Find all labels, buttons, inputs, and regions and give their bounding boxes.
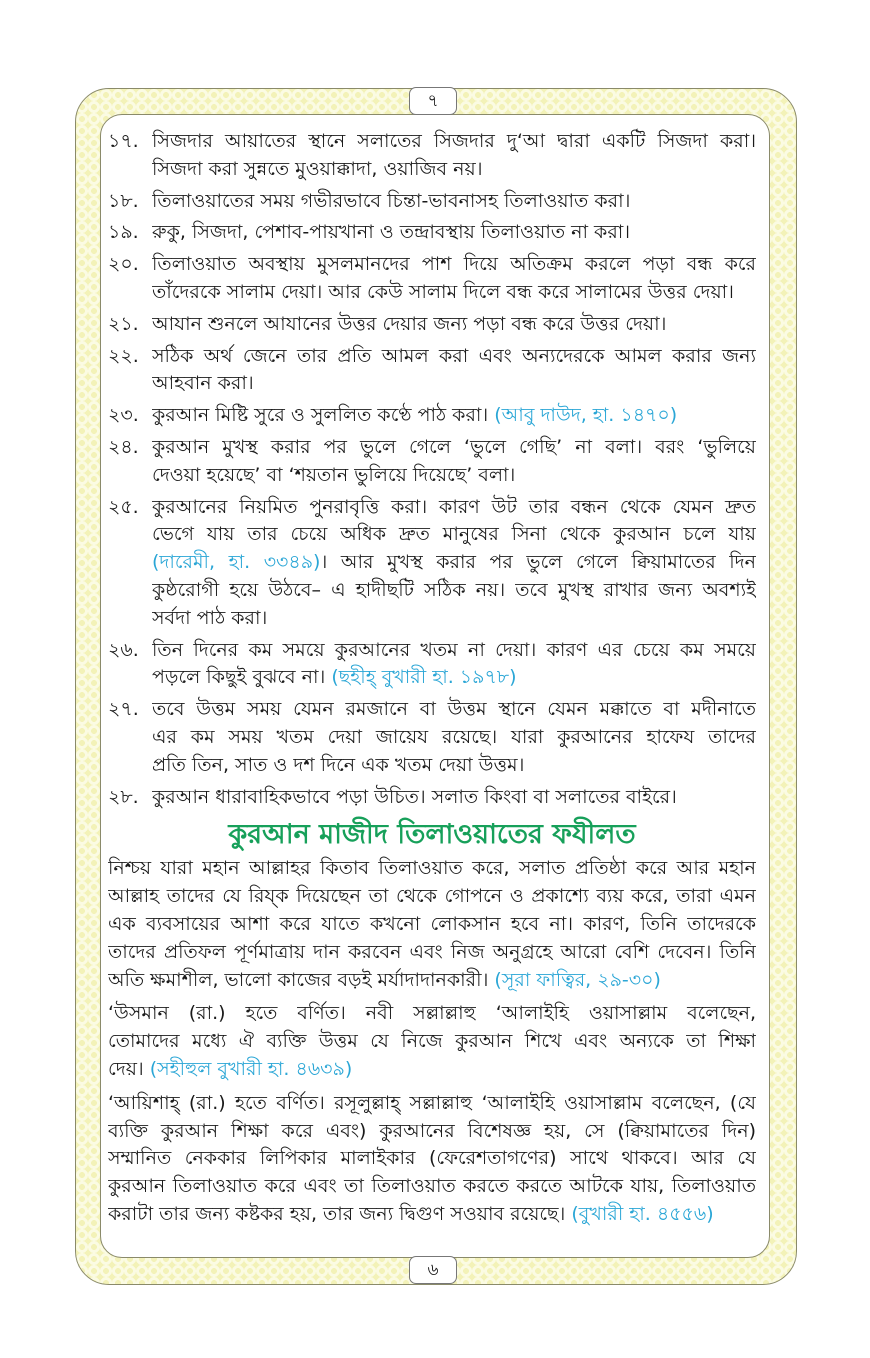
paragraph <box>108 1000 756 1083</box>
text-line <box>152 605 756 633</box>
text-segment: ভেগে যায় তার চেয়ে অধিক দ্রুত মানুষের সিনা থেকে কুরআন চলে যায় <box>152 523 756 546</box>
text-line <box>152 637 756 665</box>
item-text <box>152 696 756 779</box>
item-text <box>152 434 756 490</box>
citation: (সহীহুল বুখারী হা. ৪৬৩৯) <box>149 1057 353 1080</box>
text-segment: এর কম সময় খতম দেয়া জায়েয রয়েছে। যারা কুরআনের হাফেয তাদের <box>152 725 756 748</box>
text-line <box>152 279 756 307</box>
text-line <box>152 577 756 605</box>
text-segment: কুরআন ধারাবাহিকভাবে পড়া উচিত। সলাত কিংবা বা সলাতের বাইরে। <box>152 785 677 808</box>
text-segment: ব্যক্তি কুরআন শিক্ষা করে এবং) কুরআনের বিশেষজ্ঞ হয়, সে (ক্বিয়ামাতের দিন) <box>108 1119 756 1142</box>
item-text <box>152 311 756 339</box>
text-segment: তাদের প্রতিফল পূর্ণমাত্রায় দান করবেন এবং নিজ অনুগ্রহে আরো বেশি দেবেন। তিনি <box>108 940 756 963</box>
item-number: ২২. <box>108 344 139 367</box>
etiquette-list <box>108 128 756 811</box>
item-number: ২৪. <box>108 435 139 458</box>
text-segment: রুকু, সিজদা, পেশাব-পায়খানা ও তন্দ্রাবস্থায় তিলাওয়াত না করা। <box>152 221 631 244</box>
list-item <box>108 494 756 633</box>
item-text <box>152 188 756 216</box>
text-segment: তোমাদের মধ্যে ঐ ব্যক্তি উত্তম যে নিজে কুরআন শিখে এবং অন্যকে তা শিক্ষা <box>108 1030 756 1053</box>
text-line <box>108 911 756 939</box>
item-text <box>152 637 756 693</box>
list-item <box>108 784 756 812</box>
text-segment: সম্মানিত নেককার লিপিকার মালাইকার (ফেরেশতাগণের) সাথে থাকবে। আর যে <box>108 1147 756 1170</box>
item-text <box>152 402 756 430</box>
text-segment: তিন দিনের কম সময়ে কুরআনের খতম না দেয়া। কারণ এর চেয়ে কম সময়ে <box>152 638 756 661</box>
list-item <box>108 219 756 247</box>
page-number-bottom: ৬ <box>409 1256 457 1284</box>
item-number: ২০. <box>108 253 139 276</box>
text-segment: আযান শুনলে আযানের উত্তর দেয়ার জন্য পড়া বন্ধ করে উত্তর দেয়া। <box>152 312 667 335</box>
text-segment: তবে উত্তম সময় যেমন রমজানে বা উত্তম স্থানে যেমন মক্কাতে বা মদীনাতে <box>152 698 756 721</box>
text-segment: সিজদা করা সুন্নতে মুওয়াক্কাদা, ওয়াজিব নয়। <box>152 157 483 180</box>
paragraph <box>108 855 756 994</box>
item-number: ১৮. <box>108 189 139 212</box>
text-line <box>152 188 756 216</box>
text-line <box>152 784 756 812</box>
text-line <box>152 402 756 430</box>
text-line <box>152 311 756 339</box>
text-segment: কুষ্ঠরোগী হয়ে উঠবে– এ হাদীছটি সঠিক নয়। তবে মুখস্থ রাখার জন্য অবশ্যই <box>152 578 756 601</box>
text-segment: প্রতি তিন, সাত ও দশ দিনে এক খতম দেয়া উত্তম। <box>152 753 525 776</box>
text-segment: দেওয়া হয়েছে’ বা ‘শয়তান ভুলিয়ে দিয়েছে’ বলা। <box>152 463 516 486</box>
text-line <box>108 1173 756 1201</box>
text-line <box>152 752 756 780</box>
item-text <box>152 494 756 633</box>
text-line <box>152 724 756 752</box>
text-line <box>152 549 756 577</box>
virtue-paragraphs <box>108 855 756 1228</box>
text-line <box>108 1000 756 1028</box>
item-number: ২৫. <box>108 495 139 518</box>
paragraph <box>108 1090 756 1229</box>
text-line <box>152 494 756 522</box>
text-segment: করাটা তার জন্য কষ্টকর হয়, তার জন্য দ্বিগুণ সওয়াব রয়েছে। <box>108 1202 572 1225</box>
text-line <box>108 1118 756 1146</box>
citation: (দারেমী, হা. ৩৩৪৯) <box>152 551 321 574</box>
list-item <box>108 637 756 693</box>
text-line <box>108 967 756 995</box>
item-text <box>152 251 756 307</box>
text-segment: ‘উসমান (রা.) হতে বর্ণিত। নবী সল্লাল্লাহু ‘আলাইহি ওয়াসাল্লাম বলেছেন, <box>108 1002 756 1025</box>
list-item <box>108 128 756 184</box>
item-number: ২৬. <box>108 638 139 661</box>
text-segment: আল্লাহ তাদের যে রিয্‌ক দিয়েছেন তা থেকে গোপনে ও প্রকাশ্যে ব্যয় করে, তারা এমন <box>108 885 756 908</box>
text-line <box>152 462 756 490</box>
text-line <box>152 696 756 724</box>
text-segment: এক ব্যবসায়ের আশা করে যাতে কখনো লোকসান হবে না। কারণ, তিনি তাদেরকে <box>108 912 756 935</box>
citation: (আবু দাউদ, হা. ১৪৭০) <box>494 404 678 427</box>
text-segment: অতি ক্ষমাশীল, ভালো কাজের বড়ই মর্যাদাদানকারী। <box>108 968 495 991</box>
text-segment: তাঁদেরকে সালাম দেয়া। আর কেউ সালাম দিলে বন্ধ করে সালামের উত্তর দেয়া। <box>152 280 734 303</box>
item-text <box>152 219 756 247</box>
text-line <box>108 1201 756 1229</box>
item-text <box>152 343 756 399</box>
text-line <box>152 251 756 279</box>
text-segment: আহবান করা। <box>152 372 254 395</box>
item-text <box>152 128 756 184</box>
text-segment: । আর মুখস্থ করার পর ভুলে গেলে ক্বিয়ামাতের দিন <box>320 551 756 574</box>
list-item <box>108 251 756 307</box>
citation: (বুখারী হা. ৪৫৫৬) <box>571 1202 714 1225</box>
text-line <box>152 370 756 398</box>
text-line <box>152 128 756 156</box>
page-number-top: ৭ <box>409 87 457 115</box>
text-segment: নিশ্চয় যারা মহান আল্লাহর কিতাব তিলাওয়াত করে, সলাত প্রতিষ্ঠা করে আর মহান <box>108 857 756 880</box>
section-heading: কুরআন মাজীদ তিলাওয়াতের ফযীলত <box>228 819 636 851</box>
item-number: ১৭. <box>108 130 139 152</box>
text-segment: কুরআনের নিয়মিত পুনরাবৃত্তি করা। কারণ উট তার বন্ধন থেকে যেমন দ্রুত <box>152 495 756 518</box>
citation: (সূরা ফাত্বির, ২৯-৩০) <box>494 968 661 991</box>
text-segment: সিজদার আয়াতের স্থানে সলাতের সিজদার দু‘আ দ্বারা একটি সিজদা করা। <box>152 130 756 152</box>
item-number: ২৩. <box>108 404 139 427</box>
list-item <box>108 434 756 490</box>
list-item <box>108 696 756 779</box>
item-number: ২১. <box>108 312 139 335</box>
text-segment: সঠিক অর্থ জেনে তার প্রতি আমল করা এবং অন্যদেরকে আমল করার জন্য <box>152 344 756 367</box>
text-line <box>152 219 756 247</box>
list-item <box>108 188 756 216</box>
text-line <box>152 343 756 371</box>
item-number: ২৭. <box>108 698 139 721</box>
text-segment: ‘আয়িশাহ্ (রা.) হতে বর্ণিত। রসূলুল্লাহ্ সল্লাল্লাহু ‘আলাইহি ওয়াসাল্লাম বলেছেন, (যে <box>108 1091 756 1114</box>
text-line <box>108 939 756 967</box>
text-segment: তিলাওয়াত অবস্থায় মুসলমানদের পাশ দিয়ে অতিক্রম করলে পড়া বন্ধ করে <box>152 253 756 276</box>
text-line <box>108 1028 756 1056</box>
page-content <box>108 128 756 1235</box>
item-number: ১৯. <box>108 221 139 244</box>
text-line <box>108 883 756 911</box>
text-line <box>108 1090 756 1118</box>
list-item <box>108 402 756 430</box>
text-segment: পড়লে কিছুই বুঝবে না। <box>152 666 332 689</box>
list-item <box>108 311 756 339</box>
text-line <box>152 521 756 549</box>
text-segment: কুরআন তিলাওয়াত করে এবং তা তিলাওয়াত করতে করতে আটকে যায়, তিলাওয়াত <box>108 1175 756 1198</box>
text-segment: সর্বদা পাঠ করা। <box>152 606 268 629</box>
citation: (ছহীহ্ বুখারী হা. ১৯৭৮) <box>331 666 517 689</box>
text-line <box>152 434 756 462</box>
item-text <box>152 784 756 812</box>
text-segment: কুরআন মিষ্টি সুরে ও সুললিত কণ্ঠে পাঠ করা। <box>152 404 495 427</box>
text-segment: কুরআন মুখস্থ করার পর ভুলে গেলে ‘ভুলে গেছি’ না বলা। বরং ‘ভুলিয়ে <box>152 435 756 458</box>
list-item <box>108 343 756 399</box>
text-line <box>152 156 756 184</box>
text-line <box>108 855 756 883</box>
text-segment: তিলাওয়াতের সময় গভীরভাবে চিন্তা-ভাবনাসহ তিলাওয়াত করা। <box>152 189 631 212</box>
text-line <box>108 1145 756 1173</box>
text-segment: দেয়। <box>108 1057 150 1080</box>
text-line <box>152 664 756 692</box>
item-number: ২৮. <box>108 785 139 808</box>
text-line <box>108 1056 756 1084</box>
